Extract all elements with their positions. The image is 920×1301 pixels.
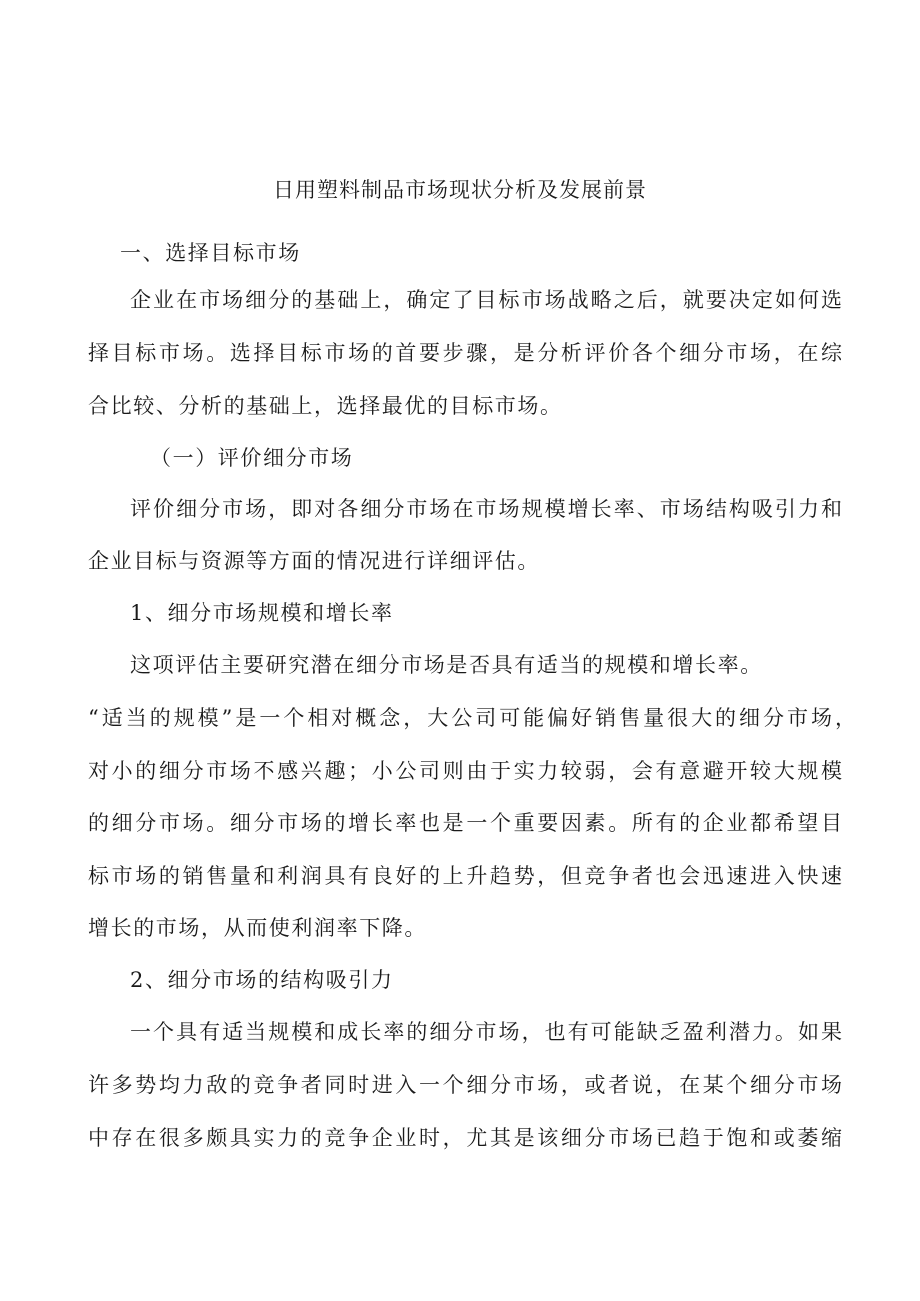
paragraph-line: 这项评估主要研究潜在细分市场是否具有适当的规模和增长率。 [130,653,763,677]
paragraph-line: 企业在市场细分的基础上，确定了目标市场战略之后，就要决定如何选 [130,288,842,312]
paragraph-line: 的细分市场。细分市场的增长率也是一个重要因素。所有的企业都希望目 [88,811,842,835]
section-heading-1: 一、选择目标市场 [120,241,301,265]
paragraph-line: 标市场的销售量和利润具有良好的上升趋势，但竞争者也会迅速进入快速 [88,864,842,888]
paragraph-line: 增长的市场，从而使利润率下降。 [88,916,427,940]
subsection-heading: （一）评价细分市场 [150,446,354,470]
paragraph-line: 择目标市场。选择目标市场的首要步骤，是分析评价各个细分市场，在综 [88,341,842,365]
paragraph-line: 中存在很多颇具实力的竞争企业时，尤其是该细分市场已趋于饱和或萎缩 [88,1126,842,1150]
paragraph-line: 许多势均力敌的竞争者同时进入一个细分市场，或者说，在某个细分市场 [88,1073,842,1097]
paragraph-line: 合比较、分析的基础上，选择最优的目标市场。 [88,394,563,418]
item-heading-1: 1、细分市场规模和增长率 [130,601,394,625]
paragraph-line: 评价细分市场，即对各细分市场在市场规模增长率、市场结构吸引力和 [130,497,842,521]
paragraph-line: 一个具有适当规模和成长率的细分市场，也有可能缺乏盈利潜力。如果 [130,1020,842,1044]
paragraph-line: 企业目标与资源等方面的情况进行详细评估。 [88,549,540,573]
document-title: 日用塑料制品市场现状分析及发展前景 [273,178,647,202]
paragraph-line: 对小的细分市场不感兴趣；小公司则由于实力较弱，会有意避开较大规模 [88,759,842,783]
item-heading-2: 2、细分市场的结构吸引力 [130,968,394,992]
paragraph-line: “适当的规模”是一个相对概念，大公司可能偏好销售量很大的细分市场， [88,706,856,730]
